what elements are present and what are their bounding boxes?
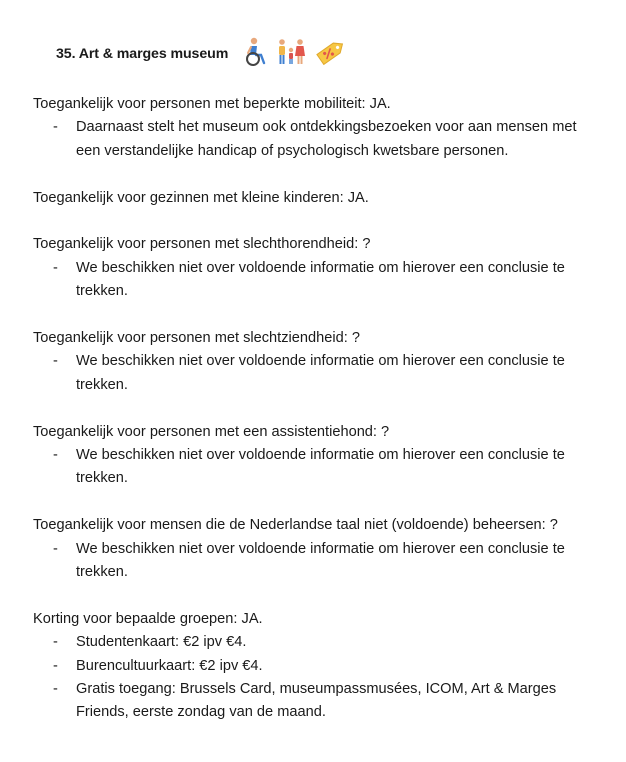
- section-mobility: [33, 93, 603, 163]
- note-list: [33, 631, 603, 725]
- list-item: - We beschikken niet over voldoende informatie om hierover een conclusie te trekken.: [33, 350, 603, 397]
- accessibility-content: [33, 93, 603, 748]
- section-heading: Toegankelijk voor personen met slechtziendheid: ?: [33, 330, 360, 347]
- header: [56, 32, 348, 72]
- section-assistance-dog: [33, 421, 603, 491]
- note-list: [33, 538, 603, 585]
- list-item: - Gratis toegang: Brussels Card, museumpassmusées, ICOM, Art & Marges Friends, eerste zondag van de maand.: [33, 678, 603, 725]
- list-item: - We beschikken niet over voldoende informatie om hierover een conclusie te trekken.: [33, 444, 603, 491]
- section-language: [33, 514, 603, 584]
- section-heading: Toegankelijk voor personen met slechthorendheid: ?: [33, 236, 371, 253]
- section-heading: Toegankelijk voor personen met een assistentiehond: ?: [33, 423, 390, 440]
- note-list: [33, 444, 603, 491]
- section-families: [33, 187, 603, 210]
- note-list: [33, 350, 603, 397]
- list-item: - Burencultuurkaart: €2 ipv €4.: [33, 655, 603, 678]
- section-heading: Toegankelijk voor personen met beperkte mobiliteit: JA.: [33, 96, 391, 112]
- section-vision: [33, 327, 603, 397]
- wheelchair-accessible-icon: [244, 37, 268, 67]
- icon-group: [244, 36, 348, 68]
- note-list: [33, 116, 603, 163]
- section-heading: Toegankelijk voor gezinnen met kleine kinderen: JA.: [33, 189, 369, 206]
- family-with-children-icon: [276, 38, 306, 66]
- discount-tag-icon: [314, 36, 348, 68]
- page-title: 35. Art & marges museum: [56, 46, 229, 63]
- section-hearing: [33, 233, 603, 303]
- list-item: - Daarnaast stelt het museum ook ontdekkingsbezoeken voor aan mensen met een verstandelijke handicap of psychologisch kwetsbare personen.: [33, 116, 603, 163]
- list-item: - We beschikken niet over voldoende informatie om hierover een conclusie te trekken.: [33, 257, 603, 304]
- note-list: [33, 257, 603, 304]
- section-heading: Korting voor bepaalde groepen: JA.: [33, 610, 263, 627]
- section-heading: Toegankelijk voor mensen die de Nederlandse taal niet (voldoende) beheersen: ?: [33, 517, 558, 534]
- list-item: - Studentenkaart: €2 ipv €4.: [33, 631, 603, 654]
- section-discounts: [33, 608, 603, 725]
- list-item: - We beschikken niet over voldoende informatie om hierover een conclusie te trekken.: [33, 538, 603, 585]
